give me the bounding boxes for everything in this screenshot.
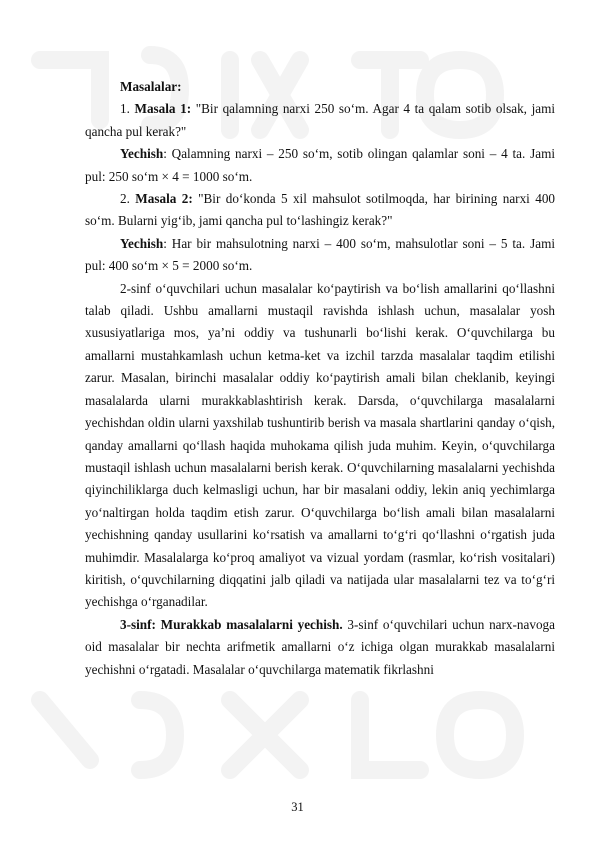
- solution-2-text: : Har bir mahsulotning narxi – 400 so‘m, mahsulotlar soni – 5 ta. Jami pul: 400 so‘m × 5 = 2000 so‘m.: [85, 235, 555, 274]
- problem-2-text: "Bir do‘konda 5 xil mahsulot sotilmoqda, har birining narxi 400 so‘m. Bularni yig‘ib, jami qancha pul to‘lashingiz kerak?": [85, 191, 556, 229]
- section-3-text: 3-sinf o‘quvchilari uchun narx-navoga oid masalalar bir nechta arifmetik amallarni o‘z ichiga olgan murakkab masalalarni yechishni o‘rgatadi. Masalalar o‘quvchilarga matematik fikrlashni: [85, 616, 555, 677]
- solution-2-label: Yechish: [120, 235, 164, 251]
- problem-2: [85, 188, 555, 233]
- body-paragraph: 2-sinf o‘quvchilari uchun masalalar ko‘paytirish va bo‘lish amallarini qo‘llashni talab qiladi. Ushbu amallarni mustaqil ravishda ishlash uchun, masalalar yosh xususiyatlariga mos, ya’ni oddiy va tushunarli bo‘lishi kerak. O‘quvchilarga bu amallarni mustahkamlash uchun ketma-ket va izchil tarzda masalalar taqdim etilishi zarur. Masalan, birinchi masalalar oddiy ko‘paytirish amali bilan cheklanib, keyingi masalalarda ularni murakkablashtirish kerak. Darsda, o‘quvchilarga masalalarni yechishdan oldin ularni yaxshilab tushuntirib berish va masala shartlarini qanday o‘qish, qanday amallarni qo‘llash haqida muhokama qilish juda muhim. Keyin, o‘quvchilarga mustaqil ishlash uchun masalalarni berish kerak. O‘quvchilarning masalalarni yechishda qiyinchiliklarga duch kelmasligi uchun, har bir masalani oddiy, lekin aniq yechimlarga yo‘naltirgan holda taqdim etish zarur. O‘quvchilarga bo‘lish amali bilan masalalarni yechishning qanday usullarini ko‘rsatish va amallarni to‘g‘ri qo‘llashni o‘rgatish juda muhimdir. Masalalarga ko‘proq amaliyot va vizual yordam (rasmlar, ko‘rish vositalari) kiritish, o‘quvchilarning diqqatini jalb qiladi va natijada ular masalalarni tez va to‘g‘ri yechishga o‘rganadilar.: [85, 280, 555, 610]
- solution-1: [85, 143, 555, 188]
- problem-2-number: 2.: [120, 191, 136, 207]
- problem-1: [85, 98, 555, 143]
- page-number: 31: [291, 800, 304, 814]
- section-3-paragraph: [85, 614, 555, 681]
- solution-1-label: Yechish: [120, 146, 164, 162]
- section-heading: Masalalar:: [120, 79, 182, 94]
- section-3-label: 3-sinf: Murakkab masalalarni yechish.: [120, 616, 343, 632]
- solution-2: [85, 233, 555, 278]
- problem-1-number: 1.: [120, 101, 135, 117]
- problem-1-text: "Bir qalamning narxi 250 so‘m. Agar 4 ta qalam sotib olsak, jami qancha pul kerak?": [85, 101, 556, 139]
- document-body: [85, 76, 555, 681]
- problem-1-label: Masala 1:: [134, 101, 192, 117]
- problem-2-label: Masala 2:: [135, 191, 193, 207]
- solution-1-text: : Qalamning narxi – 250 so‘m, sotib olingan qalamlar soni – 4 ta. Jami pul: 250 so‘m × 4 = 1000 so‘m.: [85, 146, 555, 184]
